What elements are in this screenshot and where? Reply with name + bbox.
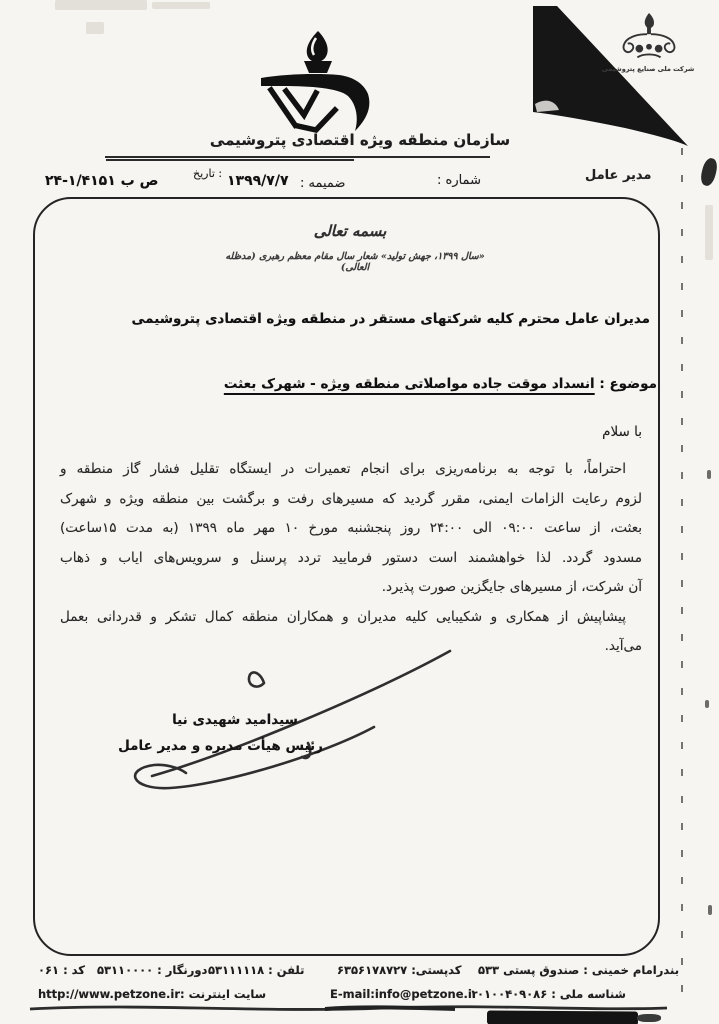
bottom-ink-blob xyxy=(637,1014,661,1022)
body-line: احتراماً، با توجه به برنامه‌ریزی برای انجام تعمیرات در ایستگاه تقلیل فشار گاز منطقه و xyxy=(60,461,626,477)
scan-noise xyxy=(705,205,713,260)
date-value: ۱۳۹۹/۷/۷ xyxy=(227,173,289,189)
signer-name: سیدامید شهیدی نیا xyxy=(172,712,298,728)
number-label: شماره : xyxy=(437,173,481,188)
npc-company-name: شرکت ملی صنایع پتروشیمی xyxy=(601,65,695,73)
subject-label: موضوع : xyxy=(599,376,657,392)
footer-postal-code: کدپستی: ۶۳۵۶۱۷۸۷۲۷ xyxy=(337,963,462,977)
edge-mark xyxy=(705,700,709,708)
date-label: تاریخ : xyxy=(193,167,223,180)
edge-mark xyxy=(708,905,712,915)
salutation: با سلام xyxy=(602,424,642,440)
footer-area-code: کد : ۰۶۱ xyxy=(38,963,85,977)
signer-title: رئیس هیأت مدیره و مدیر عامل xyxy=(118,738,323,754)
body-line: می‌آید. xyxy=(604,638,642,654)
subject-text: انسداد موقت جاده مواصلاتی منطقه ویژه - شهرک بعثت xyxy=(223,376,595,392)
scan-noise xyxy=(152,2,210,9)
addressee-line: مدیران عامل محترم کلیه شرکتهای مستقر در منطقه ویژه اقتصادی پتروشیمی xyxy=(131,311,650,327)
scan-noise xyxy=(55,0,147,10)
footer-po-box: بندرامام خمینی : صندوق پستی ۵۳۳ xyxy=(478,963,680,977)
body-line: بعثت، از ساعت ۰۹:۰۰ الی ۲۴:۰۰ روز پنجشنبه مورخ ۱۰ مهر ماه ۱۳۹۹ (به مدت ۱۵ساعت) xyxy=(60,520,642,536)
subject-line xyxy=(50,376,657,392)
body-line: آن شرکت، از مسیرهای جایگزین صورت پذیرد. xyxy=(381,579,642,595)
manager-label: مدیر عامل xyxy=(585,168,652,183)
bismillah: بسمه تعالی xyxy=(313,222,387,240)
header-rule xyxy=(105,156,490,158)
body-line: پیشاپیش از همکاری و شکیبایی کلیه مدیران و همکاران منطقه کمال تشکر و قدردانی بعمل xyxy=(60,608,626,625)
fold-dash-line xyxy=(681,148,683,1006)
org-logo-icon xyxy=(255,30,385,134)
org-name: سازمان منطقه ویژه اقتصادی پتروشیمی xyxy=(209,131,511,149)
letter-body xyxy=(60,455,642,662)
footer-national-id: شناسه ملی : ۱۰۱۰۰۴۰۹۰۸۶ xyxy=(470,987,626,1001)
npc-flame-ornament-icon xyxy=(618,12,680,66)
footer-email: E-mail:info@petzone.ir xyxy=(330,987,478,1001)
footer-phone: تلفن : ۵۳۱۱۱۱۱۸ xyxy=(208,963,305,977)
bottom-ink-blob xyxy=(487,1010,638,1024)
header-rule xyxy=(106,159,354,161)
scan-noise xyxy=(86,22,104,34)
footer-website: سایت اینترنت :http://www.petzone.ir xyxy=(38,987,267,1001)
footer-fax: دورنگار : ۵۳۱۱۰۰۰۰ xyxy=(97,963,208,977)
body-line: مسدود گردد. لذا خواهشمند است دستور فرمایید تردد پرسنل و سرویس‌های ایاب و ذهاب xyxy=(60,549,642,566)
body-line: لزوم رعایت الزامات ایمنی، مقرر گردید که مسیرهای رفت و برگشت بین منطقه ویژه و شهرک xyxy=(60,490,642,507)
year-slogan: «سال ۱۳۹۹، جهش تولید» شعار سال مقام معظم رهبری (مدظله العالی) xyxy=(225,251,485,273)
edge-smudge xyxy=(699,157,719,188)
attachment-label: ضمیمه : xyxy=(300,176,346,191)
number-value: ۲۴-۱/۴۱۵۱ ص ب xyxy=(45,173,159,189)
edge-mark xyxy=(707,470,711,479)
